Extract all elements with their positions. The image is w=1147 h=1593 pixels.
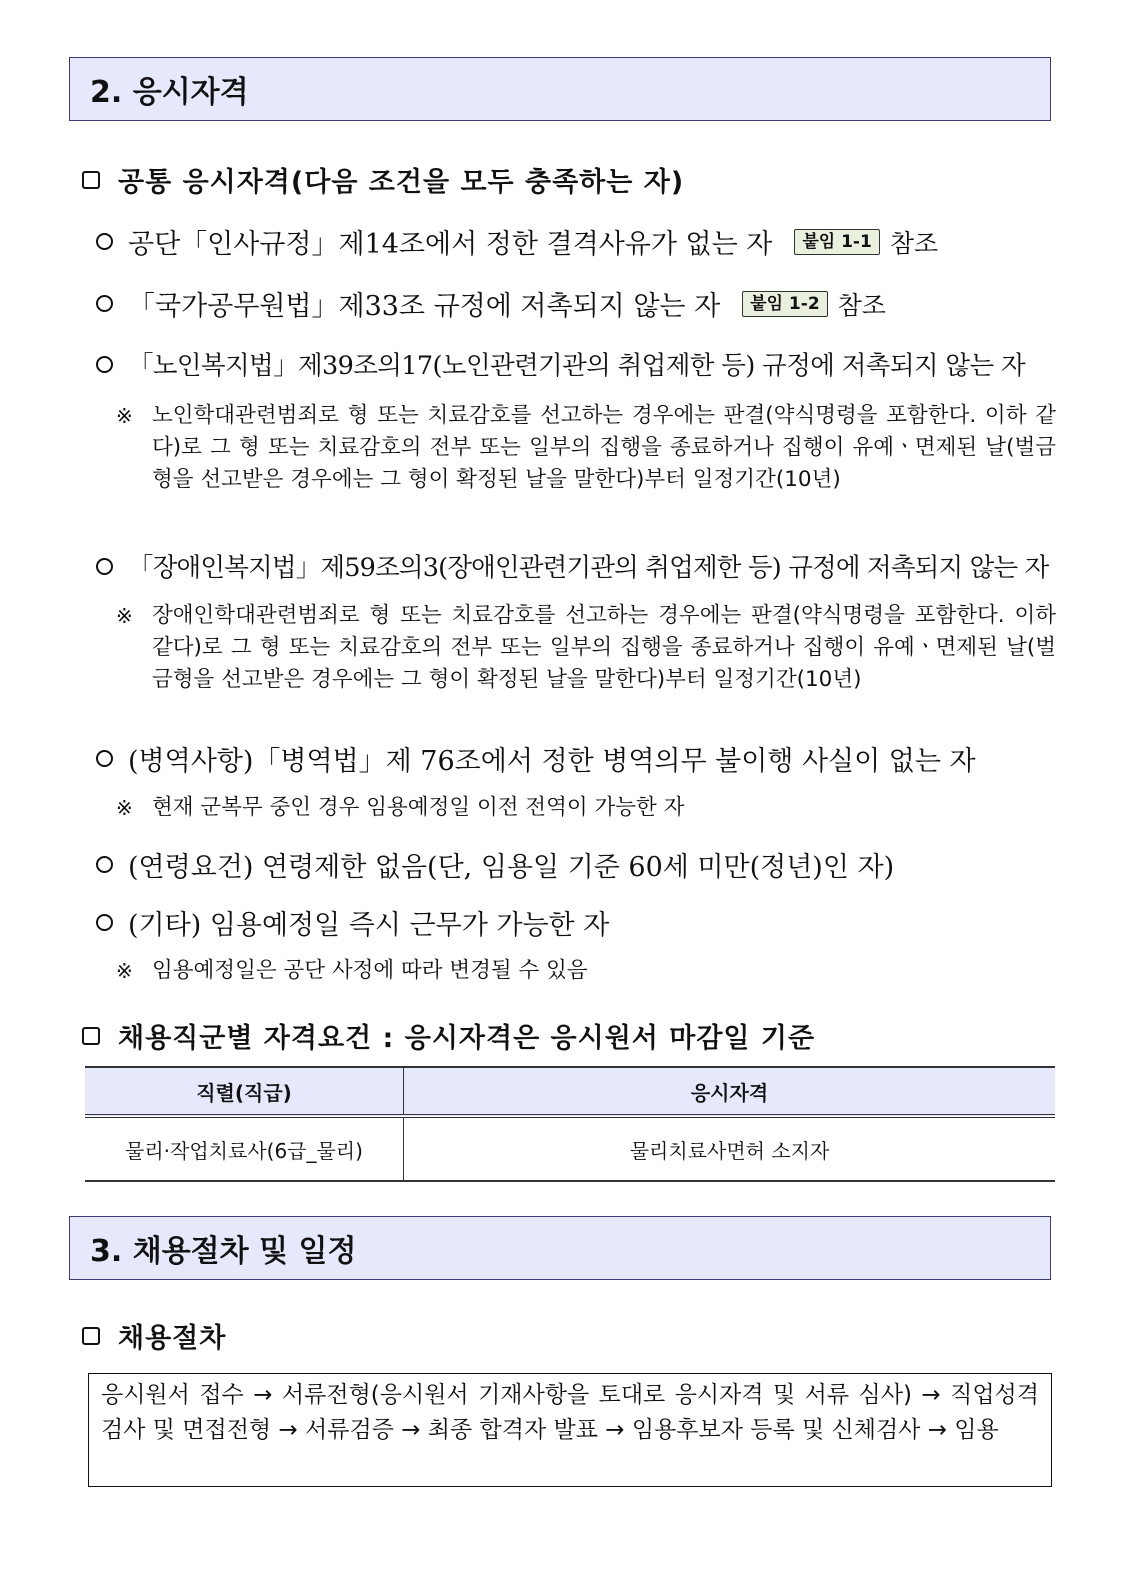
attachment-badge: 붙임 1-2 xyxy=(742,291,827,317)
qualification-item-text: (기타) 임용예정일 즉시 근무가 가능한 자 xyxy=(128,910,610,941)
reference-mark: ※ xyxy=(116,604,133,628)
qualification-item xyxy=(96,903,1057,942)
qualification-item-text: 공단「인사규정」제14조에서 정한 결격사유가 없는 자 xyxy=(128,229,773,260)
section-3-header xyxy=(69,1216,1051,1280)
qualification-item xyxy=(96,346,1057,382)
process-heading xyxy=(82,1316,226,1355)
qualification-item-text: 「노인복지법」제39조의17(노인관련기관의 취업제한 등) 규정에 저촉되지 않는 자 xyxy=(128,351,1026,381)
reference-mark: ※ xyxy=(116,959,133,983)
circle-bullet-icon xyxy=(96,558,113,575)
circle-bullet-icon xyxy=(96,856,113,873)
section-2-title: 2. 응시자격 xyxy=(90,75,249,110)
qualification-item-text: (병역사항)「병역법」제 76조에서 정한 병역의무 불이행 사실이 없는 자 xyxy=(128,746,976,777)
square-bullet-icon xyxy=(82,171,100,189)
note-text: 장애인학대관련범죄로 형 또는 치료감호를 선고하는 경우에는 판결(약식명령을 포함한다. 이하 같다)로 그 형 또는 치료감호의 전부 또는 일부의 집행을 종료하거나 집행이 유예ㆍ면제된 날(벌금형을 선고받은 경우에는 그 형이 확정된 날을 말한다)부터 일정기간(10년) xyxy=(152,603,1056,692)
square-bullet-icon xyxy=(82,1327,100,1345)
square-bullet-icon xyxy=(82,1027,100,1045)
column-header-position: 직렬(직급) xyxy=(85,1067,404,1116)
circle-bullet-icon xyxy=(96,233,113,250)
table-row xyxy=(85,1116,1055,1181)
common-qualification-heading-text: 공통 응시자격(다음 조건을 모두 충족하는 자) xyxy=(118,167,685,198)
circle-bullet-icon xyxy=(96,750,113,767)
section-2-header xyxy=(69,57,1051,121)
process-flow-text: 응시원서 접수 → 서류전형(응시원서 기재사항을 토대로 응시자격 및 서류 심사) → 직업성격 검사 및 면접전형 → 서류검증 → 최종 합격자 발표 → 임용후보자 등록 및 신체검사 → 임용 xyxy=(101,1382,1039,1443)
reference-label: 참조 xyxy=(837,290,886,320)
reference-mark: ※ xyxy=(116,796,133,820)
circle-bullet-icon xyxy=(96,914,113,931)
note-item xyxy=(116,600,1056,696)
note-item xyxy=(116,955,1056,987)
table-cell-qualification: 물리치료사면허 소지자 xyxy=(404,1116,1056,1181)
qualification-item-text: 「국가공무원법」제33조 규정에 저촉되지 않는 자 xyxy=(128,291,721,322)
qualification-item xyxy=(96,845,1057,884)
process-heading-text: 채용절차 xyxy=(118,1323,227,1354)
process-flow-box xyxy=(88,1373,1052,1487)
attachment-badge: 붙임 1-1 xyxy=(794,229,879,255)
qualification-item-text: (연령요건) 연령제한 없음(단, 임용일 기준 60세 미만(정년)인 자) xyxy=(128,852,895,883)
note-text: 임용예정일은 공단 사정에 따라 변경될 수 있음 xyxy=(152,958,588,983)
note-text: 노인학대관련범죄로 형 또는 치료감호를 선고하는 경우에는 판결(약식명령을 포함한다. 이하 같다)로 그 형 또는 치료감호의 전부 또는 일부의 집행을 종료하거나 집행이 유예ㆍ면제된 날(벌금형을 선고받은 경우에는 그 형이 확정된 날을 말한다)부터 일정기간(10년) xyxy=(152,403,1056,492)
qualification-item xyxy=(96,739,1057,778)
qualification-item xyxy=(96,284,1057,323)
circle-bullet-icon xyxy=(96,295,113,312)
section-3-title: 3. 채용절차 및 일정 xyxy=(90,1234,357,1269)
job-requirement-heading xyxy=(82,1016,815,1055)
note-text: 현재 군복무 중인 경우 임용예정일 이전 전역이 가능한 자 xyxy=(152,795,685,820)
column-header-qualification: 응시자격 xyxy=(404,1067,1056,1116)
job-requirement-table xyxy=(85,1066,1055,1182)
circle-bullet-icon xyxy=(96,356,113,373)
qualification-item xyxy=(96,548,1057,584)
job-requirement-heading-text: 채용직군별 자격요건 : 응시자격은 응시원서 마감일 기준 xyxy=(118,1023,816,1054)
note-item xyxy=(116,792,1056,824)
note-item xyxy=(116,400,1056,496)
common-qualification-heading xyxy=(82,160,684,199)
qualification-item-text: 「장애인복지법」제59조의3(장애인관련기관의 취업제한 등) 규정에 저촉되지 않는 자 xyxy=(128,553,1049,583)
table-header-row xyxy=(85,1067,1055,1116)
table-cell-position: 물리·작업치료사(6급_물리) xyxy=(85,1116,404,1181)
qualification-item xyxy=(96,222,1057,261)
reference-mark: ※ xyxy=(116,404,133,428)
reference-label: 참조 xyxy=(889,228,939,258)
